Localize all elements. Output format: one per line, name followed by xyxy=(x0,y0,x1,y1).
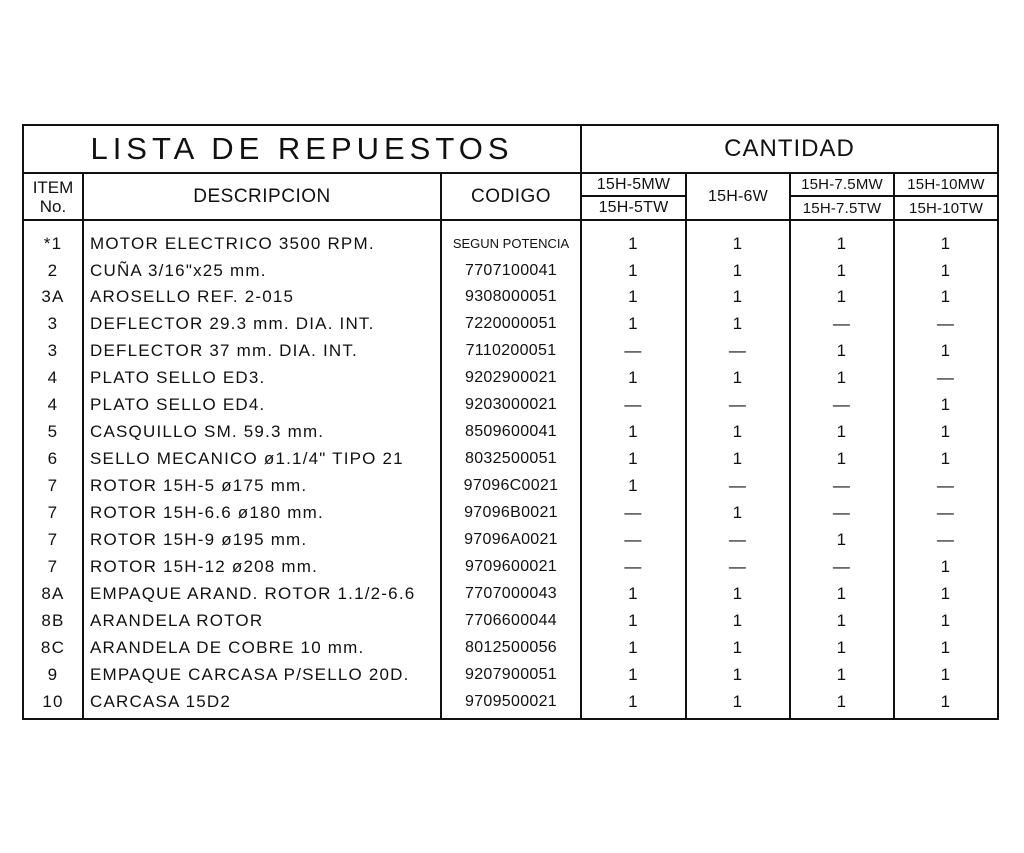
qty-15h-5: 1 xyxy=(628,233,639,253)
table-row xyxy=(24,365,997,392)
table-row xyxy=(24,311,997,338)
part-code: 7707000043 xyxy=(465,584,557,602)
part-code: SEGUN POTENCIA xyxy=(452,236,570,252)
qty-15h-10: 1 xyxy=(940,449,952,469)
qty-15h-10: 1 xyxy=(940,691,952,711)
qty-15h-5: 1 xyxy=(628,476,639,496)
qty-15h-10: 1 xyxy=(940,287,952,307)
table-row xyxy=(24,634,997,661)
qty-15h-6: 1 xyxy=(732,637,744,657)
item-number: 7 xyxy=(47,476,59,496)
part-code: 8012500056 xyxy=(465,638,557,656)
qty-15h-5: — xyxy=(624,395,643,415)
table-row xyxy=(24,500,997,527)
qty-15h-7-5: 1 xyxy=(836,233,848,253)
table-row xyxy=(24,338,997,365)
item-number: 7 xyxy=(47,503,59,523)
item-header xyxy=(24,174,82,219)
qty-15h-10: — xyxy=(936,368,956,388)
qty-15h-5: 1 xyxy=(628,314,639,334)
table-row xyxy=(24,257,997,284)
qty-15h-6: — xyxy=(728,395,748,415)
qty-15h-6: 1 xyxy=(732,233,744,253)
qty-15h-7-5: 1 xyxy=(836,287,848,307)
qty-15h-6: 1 xyxy=(732,422,744,442)
qty-15h-7-5: — xyxy=(832,476,852,496)
model-header-m4-top: 15H-10MW xyxy=(907,176,985,193)
part-code: 8032500051 xyxy=(465,450,557,468)
item-number: 10 xyxy=(42,691,64,711)
part-description: EMPAQUE ARAND. ROTOR 1.1/2-6.6 xyxy=(90,583,416,603)
part-description: CUÑA 3/16"x25 mm. xyxy=(90,260,267,280)
qty-15h-5: — xyxy=(624,341,643,361)
item-number: 3 xyxy=(47,341,59,361)
table-row xyxy=(24,661,997,688)
qty-15h-6: 1 xyxy=(732,583,744,603)
item-number: *1 xyxy=(43,233,63,253)
qty-15h-10: 1 xyxy=(940,341,952,361)
item-number: 3 xyxy=(47,314,59,334)
part-code: 7706600044 xyxy=(465,611,557,629)
qty-15h-7-5: 1 xyxy=(836,368,848,388)
item-header-line1: ITEM xyxy=(32,177,74,197)
part-description: ROTOR 15H-9 ø195 mm. xyxy=(90,530,308,550)
qty-15h-5: — xyxy=(624,530,643,550)
part-code: 9207900051 xyxy=(465,665,557,683)
divider-header-bottom xyxy=(24,219,997,221)
qty-15h-10: 1 xyxy=(940,260,952,280)
qty-15h-6: 1 xyxy=(732,664,744,684)
part-description: MOTOR ELECTRICO 3500 RPM. xyxy=(90,233,375,253)
qty-15h-6: 1 xyxy=(732,503,744,523)
qty-15h-6: — xyxy=(728,556,748,576)
page-title: LISTA DE REPUESTOS xyxy=(90,131,514,166)
item-number: 2 xyxy=(47,260,59,280)
quantity-title: CANTIDAD xyxy=(724,135,855,162)
qty-15h-5: 1 xyxy=(628,368,639,388)
table-row xyxy=(24,446,997,473)
part-code: 9709500021 xyxy=(465,692,557,710)
part-description: CARCASA 15D2 xyxy=(90,691,232,711)
qty-15h-7-5: 1 xyxy=(836,530,848,550)
qty-15h-7-5: — xyxy=(832,314,852,334)
qty-15h-5: 1 xyxy=(628,691,639,711)
qty-15h-5: — xyxy=(624,556,643,576)
model-header-m2: 15H-6W xyxy=(708,187,768,205)
qty-15h-6: 1 xyxy=(732,691,744,711)
part-code: 9709600021 xyxy=(465,557,557,575)
table-row xyxy=(24,284,997,311)
part-description: CASQUILLO SM. 59.3 mm. xyxy=(90,422,325,442)
part-code: 9202900021 xyxy=(465,369,557,387)
part-description: DEFLECTOR 37 mm. DIA. INT. xyxy=(90,341,358,361)
qty-15h-6: 1 xyxy=(732,368,744,388)
qty-15h-10: 1 xyxy=(940,422,952,442)
parts-list-table xyxy=(22,124,999,720)
model-header-m4-bottom: 15H-10TW xyxy=(908,199,984,217)
qty-15h-5: 1 xyxy=(628,583,639,603)
part-code: 97096C0021 xyxy=(463,477,559,495)
qty-15h-7-5: 1 xyxy=(836,260,848,280)
qty-15h-10: 1 xyxy=(940,610,952,630)
qty-15h-6: 1 xyxy=(732,610,744,630)
model-header-m1-top: 15H-5MW xyxy=(596,175,671,193)
item-number: 8A xyxy=(41,583,65,603)
part-description: EMPAQUE CARCASA P/SELLO 20D. xyxy=(90,664,410,684)
qty-15h-5: 1 xyxy=(628,610,639,630)
part-description: DEFLECTOR 29.3 mm. DIA. INT. xyxy=(90,314,375,334)
qty-15h-6: 1 xyxy=(732,287,744,307)
item-number: 4 xyxy=(47,395,59,415)
qty-15h-7-5: 1 xyxy=(836,583,848,603)
table-row xyxy=(24,607,997,634)
qty-15h-5: 1 xyxy=(628,422,639,442)
part-code: 7707100041 xyxy=(465,261,557,279)
table-row xyxy=(24,392,997,419)
qty-15h-7-5: — xyxy=(832,395,852,415)
table-row xyxy=(24,526,997,553)
qty-15h-10: — xyxy=(936,314,956,334)
qty-15h-7-5: — xyxy=(832,503,852,523)
qty-15h-5: 1 xyxy=(628,449,639,469)
part-description: ARANDELA DE COBRE 10 mm. xyxy=(90,637,365,657)
item-number: 7 xyxy=(47,530,59,550)
qty-15h-10: 1 xyxy=(940,637,952,657)
part-code: 7220000051 xyxy=(465,315,557,333)
qty-15h-10: — xyxy=(936,530,956,550)
qty-15h-7-5: 1 xyxy=(836,691,848,711)
item-number: 6 xyxy=(47,449,59,469)
qty-15h-10: 1 xyxy=(940,233,952,253)
table-row xyxy=(24,473,997,500)
part-code: 7110200051 xyxy=(465,342,557,360)
part-code: 97096A0021 xyxy=(464,531,558,549)
qty-15h-10: — xyxy=(936,476,956,496)
item-number: 3A xyxy=(41,287,65,307)
qty-15h-10: 1 xyxy=(940,395,952,415)
part-code: 8509600041 xyxy=(465,423,557,441)
part-description: ROTOR 15H-12 ø208 mm. xyxy=(90,556,318,576)
qty-15h-7-5: 1 xyxy=(836,610,848,630)
item-number: 5 xyxy=(47,422,59,442)
qty-15h-7-5: 1 xyxy=(836,637,848,657)
part-code: 9203000021 xyxy=(465,396,557,414)
item-number: 7 xyxy=(47,556,59,576)
qty-15h-10: — xyxy=(936,503,956,523)
qty-15h-7-5: — xyxy=(832,556,852,576)
qty-15h-6: 1 xyxy=(732,314,744,334)
qty-15h-10: 1 xyxy=(940,664,952,684)
part-description: AROSELLO REF. 2-015 xyxy=(90,287,295,307)
table-row xyxy=(24,580,997,607)
qty-15h-5: 1 xyxy=(628,637,639,657)
qty-15h-6: — xyxy=(728,341,748,361)
part-description: ROTOR 15H-5 ø175 mm. xyxy=(90,476,308,496)
model-header-m1-bottom: 15H-5TW xyxy=(598,199,669,216)
part-description: PLATO SELLO ED3. xyxy=(90,368,266,388)
table-row xyxy=(24,688,997,715)
table-row xyxy=(24,419,997,446)
item-number: 8C xyxy=(40,637,66,657)
qty-15h-6: 1 xyxy=(732,260,744,280)
qty-15h-6: 1 xyxy=(732,449,744,469)
part-code: 97096B0021 xyxy=(464,504,558,522)
qty-15h-6: — xyxy=(728,530,748,550)
qty-15h-10: 1 xyxy=(940,583,952,603)
item-number: 9 xyxy=(47,664,59,684)
part-description: PLATO SELLO ED4. xyxy=(90,395,266,415)
item-number: 8B xyxy=(41,610,65,630)
qty-15h-6: — xyxy=(728,476,748,496)
qty-15h-10: 1 xyxy=(940,556,952,576)
qty-15h-7-5: 1 xyxy=(836,664,848,684)
code-header: CODIGO xyxy=(470,185,552,207)
part-description: SELLO MECANICO ø1.1/4" TIPO 21 xyxy=(90,449,404,469)
part-description: ROTOR 15H-6.6 ø180 mm. xyxy=(90,503,324,523)
qty-15h-5: 1 xyxy=(628,664,639,684)
item-header-line2: No. xyxy=(39,196,67,216)
part-code: 9308000051 xyxy=(465,288,557,306)
qty-15h-7-5: 1 xyxy=(836,449,848,469)
description-header: DESCRIPCION xyxy=(193,185,331,207)
item-number: 4 xyxy=(47,368,59,388)
part-description: ARANDELA ROTOR xyxy=(90,610,264,630)
model-header-m3-bottom: 15H-7.5TW xyxy=(802,199,882,217)
qty-15h-5: 1 xyxy=(628,287,639,307)
qty-15h-7-5: 1 xyxy=(836,341,848,361)
table-row xyxy=(24,230,997,257)
qty-15h-7-5: 1 xyxy=(836,422,848,442)
qty-15h-5: 1 xyxy=(628,260,639,280)
qty-15h-5: — xyxy=(624,503,643,523)
model-header-m3-top: 15H-7.5MW xyxy=(801,176,883,193)
table-row xyxy=(24,553,997,580)
